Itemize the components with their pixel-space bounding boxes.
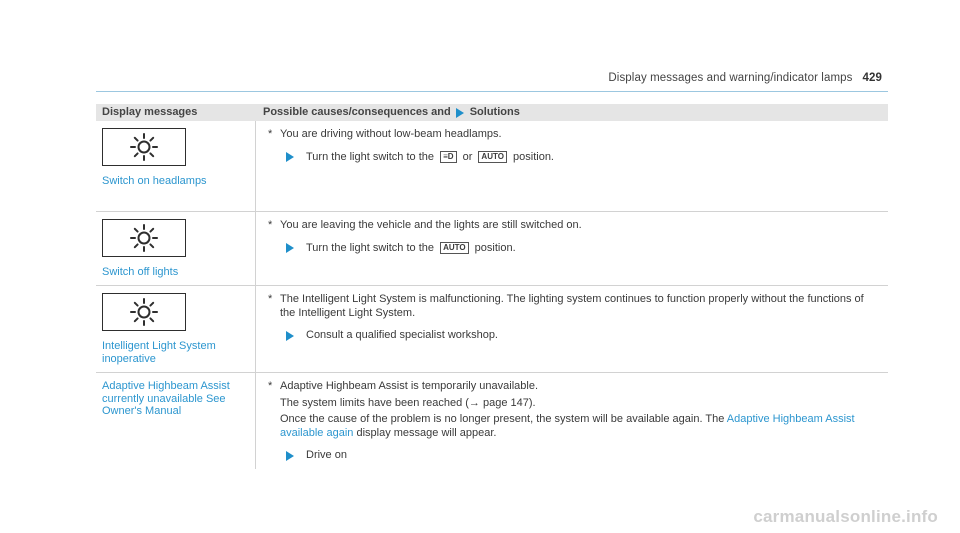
column-header-solutions-label: Solutions: [469, 105, 520, 118]
section-title: Display messages and warning/indicator lamps: [608, 72, 853, 84]
light-bulb-icon: [102, 128, 186, 166]
message-cell: [96, 121, 256, 211]
availability-pre: Once the cause of the problem is no longer present, the system will be available again. The: [280, 413, 725, 425]
watermark: carmanualsonline.info: [753, 507, 938, 526]
page-header: [608, 72, 882, 84]
action-post: position.: [474, 241, 516, 254]
column-header-messages: Display messages: [102, 105, 198, 118]
bullet-star: *: [268, 380, 273, 392]
action-post: position.: [513, 150, 554, 163]
auto-icon: AUTO: [440, 242, 469, 254]
solution-cell: [256, 212, 888, 285]
action-text: [306, 242, 516, 256]
message-label: Switch off lights: [102, 266, 179, 278]
bullet-star: *: [268, 293, 273, 305]
table-row: [96, 212, 888, 286]
message-cell: [96, 212, 256, 285]
message-cell: [96, 286, 256, 372]
cause-line: [268, 128, 878, 142]
display-messages-table: [96, 104, 888, 469]
triangle-arrow-icon: [456, 108, 464, 118]
cause-text: The Intelligent Light System is malfunctioning. The lighting system continues to function properly without the functions of the Intelligent Light System.: [280, 293, 864, 319]
column-header-causes: Possible causes/consequences and: [263, 105, 451, 118]
action-pre: Turn the light switch to the: [306, 241, 434, 254]
cause-text: You are driving without low-beam headlamps.: [280, 128, 502, 140]
availability-text: [268, 413, 878, 440]
table-header: [96, 104, 888, 121]
light-bulb-icon: [102, 219, 186, 257]
low-beam-icon: ≡D: [440, 151, 456, 163]
action-line: [268, 329, 878, 343]
message-cell: [96, 373, 256, 469]
action-line: [268, 449, 878, 463]
table-row: [96, 373, 888, 469]
action-line: [268, 242, 878, 256]
action-mid: or: [462, 150, 473, 163]
solution-cell: [256, 121, 888, 211]
triangle-arrow-icon: [286, 451, 294, 461]
triangle-arrow-icon: [286, 243, 294, 253]
cause-line: [268, 380, 878, 394]
solution-cell: [256, 373, 888, 469]
column-header-solutions: [256, 106, 888, 120]
auto-icon: AUTO: [478, 151, 507, 163]
action-text: [306, 151, 554, 165]
bullet-star: *: [268, 219, 273, 231]
action-text: Consult a qualified specialist workshop.: [306, 329, 498, 341]
triangle-arrow-icon: [286, 152, 294, 162]
cause-text: You are leaving the vehicle and the lights are still switched on.: [280, 219, 582, 231]
highbeam-available-message: Adaptive Highbeam Assist available again: [280, 413, 855, 439]
bullet-star: *: [268, 128, 273, 140]
table-row: [96, 121, 888, 212]
availability-post: display message will appear.: [356, 426, 497, 439]
cause-text: Adaptive Highbeam Assist is temporarily unavailable.: [280, 380, 539, 392]
triangle-arrow-icon: [286, 331, 294, 341]
message-label: Intelligent Light System inoperative: [102, 340, 216, 365]
page-number: 429: [862, 72, 882, 84]
header-divider: [96, 91, 888, 92]
cause-line: [268, 219, 878, 233]
action-pre: Turn the light switch to the: [306, 150, 434, 163]
action-line: [268, 151, 878, 165]
cause-line: [268, 293, 878, 320]
system-limits-text: The system limits have been reached (→ page 147).: [280, 396, 536, 409]
action-text: Drive on: [306, 449, 347, 461]
message-label: Adaptive Highbeam Assist currently unavailable See Owner's Manual: [102, 380, 230, 417]
light-bulb-icon: [102, 293, 186, 331]
solution-cell: [256, 286, 888, 372]
message-label: Switch on headlamps: [102, 175, 207, 187]
table-row: [96, 286, 888, 373]
